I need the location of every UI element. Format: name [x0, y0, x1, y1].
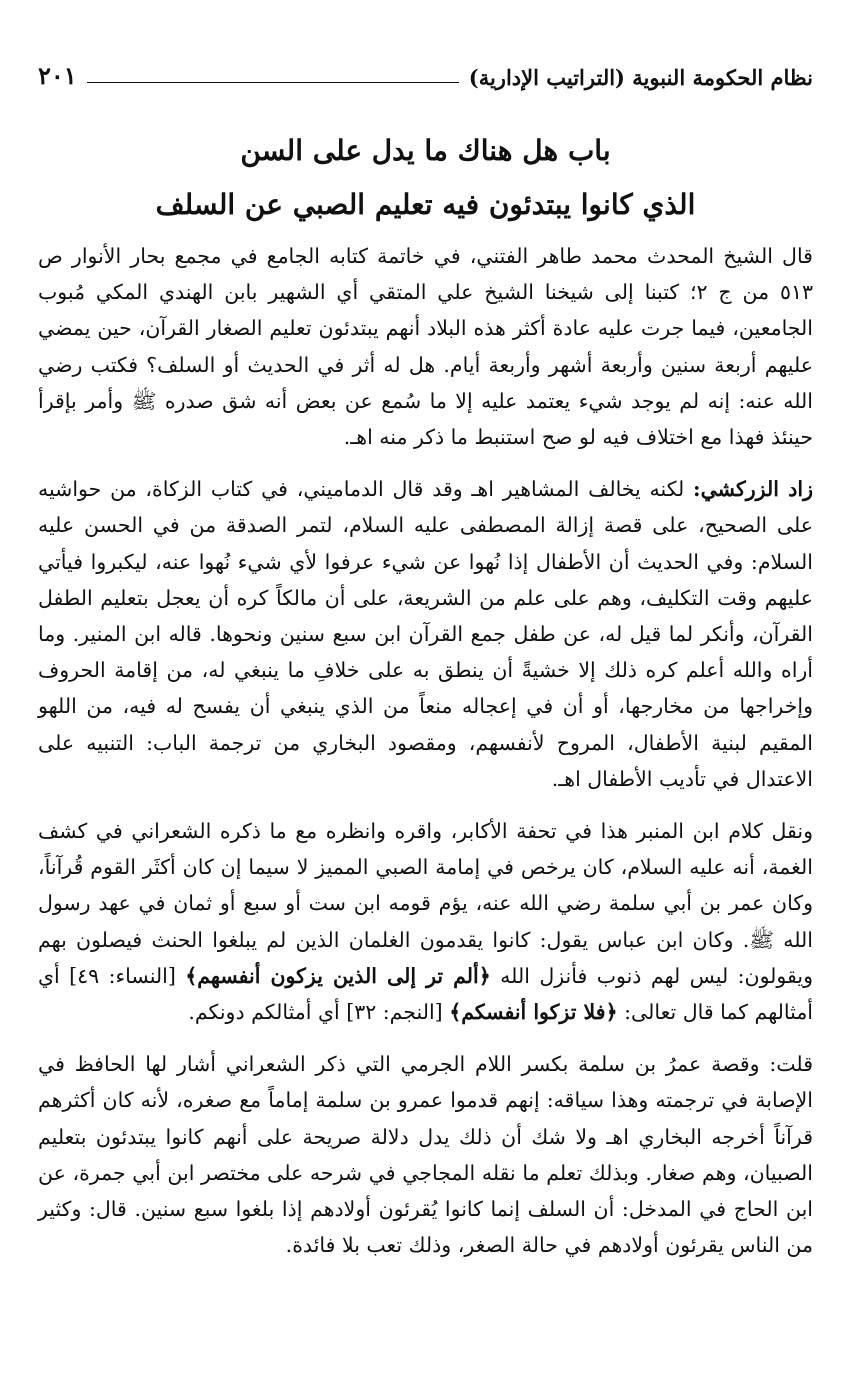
chapter-title-line-2: الذي كانوا يبتدئون فيه تعليم الصبي عن السلف	[155, 188, 696, 221]
paragraph-2-lead: زاد الزركشي:	[693, 477, 813, 502]
paragraph-3-text-c: [النجم: ٣٢] أي أمثالكم دونكم.	[188, 1000, 450, 1025]
page-number: ٢٠١	[38, 61, 77, 90]
quran-quote-2: ﴿فلا تزكوا أنفسكم﴾	[449, 1000, 618, 1025]
running-title: نظام الحكومة النبوية (التراتيب الإدارية)	[468, 65, 813, 90]
paragraph-1: قال الشيخ المحدث محمد طاهر الفتني، في خاتمة كتابه الجامع في مجمع بحار الأنوار ص ٥١٣ من ج ٢؛ كتبنا إلى شيخنا الشيخ علي المتقي أي الشهير بابن الهندي المكي مُبوب الجامعين، فيما جرت عليه عادة أكثر هذه البلاد أنهم يبتدئون تعليم الصغار القرآن، حين يمضي عليهم أربعة سنين وأربعة أشهر وأربعة أيام. هل له أثر في الحديث أو السلف؟ فكتب رضي الله عنه: إنه لم يوجد شيء يعتمد عليه إلا ما سُمع عن بعض أنه شق صدره ﷺ وأمر بإقرأ حينئذ فهذا مع اختلاف فيه لو صح استنبط ما ذكر منه اهـ.	[38, 244, 814, 450]
body-text	[38, 238, 813, 1263]
paragraph-4: قلت: وقصة عمرُ بن سلمة بكسر اللام الجرمي التي ذكر الشعراني أشار لها الحافظ في الإصابة في ترجمته وهذا سياقه: إنهم قدموا عمرو بن سلمة إماماً مع صغره، لأنه كان أكثرهم قرآناً أخرجه البخاري اهـ ولا شك أن ذلك يدل دلالة صريحة على أنهم كانوا يبتدئون بتعليم الصبيان، وهم صغار. وبذلك تعلم ما نقله المجاجي في شرحه على مختصر ابن أبي جمرة، عن ابن الحاج في المدخل: أن السلف إنما كانوا يُقرئون أولادهم إذا بلغوا سبع سنين. قال: وكثير من الناس يقرئون أولادهم في حالة الصغر، وذلك تعب بلا فائدة.	[38, 1052, 813, 1258]
chapter-title-line-1: باب هل هناك ما يدل على السن	[240, 134, 611, 167]
paragraph-2	[38, 471, 813, 797]
header-rule	[87, 82, 459, 83]
chapter-title	[38, 124, 813, 232]
paragraph-2-text: لكنه يخالف المشاهير اهـ وقد قال الدماميني، في كتاب الزكاة، من حواشيه على الصحيح، على قصة إزالة المصطفى عليه السلام، لتمر الصدقة من في الحسن عليه السلام: وفي الحديث أن الأطفال إذا نُهوا عن شيء عرفوا لأي شيء نُهوا عنه، ليكبروا فيأتي عليهم وقت التكليف، وهم على علم من الشريعة، على أن مالكاً كره أن يعجل بتعليم الطفل القرآن، وأنكر لما قيل له، عن طفل جمع القرآن ابن سبع سنين ونحوها. قاله ابن المنير. وما أراه والله أعلم كره ذلك إلا خشيةً أن ينطق به على خلافِ ما ينبغي له، من إقامة الحروف وإخراجها من مخارجها، أو أن في إعجاله منعاً من الذي ينبغي أن يفسح له فيه، من اللهو المقيم لبنية الأطفال، المروح لأنفسهم، ومقصود البخاري من ترجمة الباب: التنبيه على الاعتدال في تأديب الأطفال اهـ.	[38, 477, 813, 791]
paragraph-3-text-b: [النساء: ٤٩] أي أمثالهم كما قال تعالى:	[38, 963, 813, 1025]
page-header	[38, 52, 813, 90]
quran-quote-1: ﴿ألم تر إلى الذين يزكون أنفسهم﴾	[185, 963, 491, 988]
paragraph-3-text-a: ونقل كلام ابن المنبر هذا في تحفة الأكابر، واقره وانظره مع ما ذكره الشعراني في كشف الغمة، أنه عليه السلام، كان يرخص في إمامة الصبي المميز لا سيما إن كان أكثَر القوم قُرآناً، وكان عمر بن أبي سلمة رضي الله عنه، يؤم قومه ابن ست أو سبع أو ثمان في عهد رسول الله ﷺ. وكان ابن عباس يقول: كانوا يقدمون الغلمان الذين لم يبلغوا الحنث فيصلون بهم ويقولون: ليس لهم ذنوب فأنزل الله	[38, 819, 813, 988]
paragraph-3	[38, 813, 813, 1030]
